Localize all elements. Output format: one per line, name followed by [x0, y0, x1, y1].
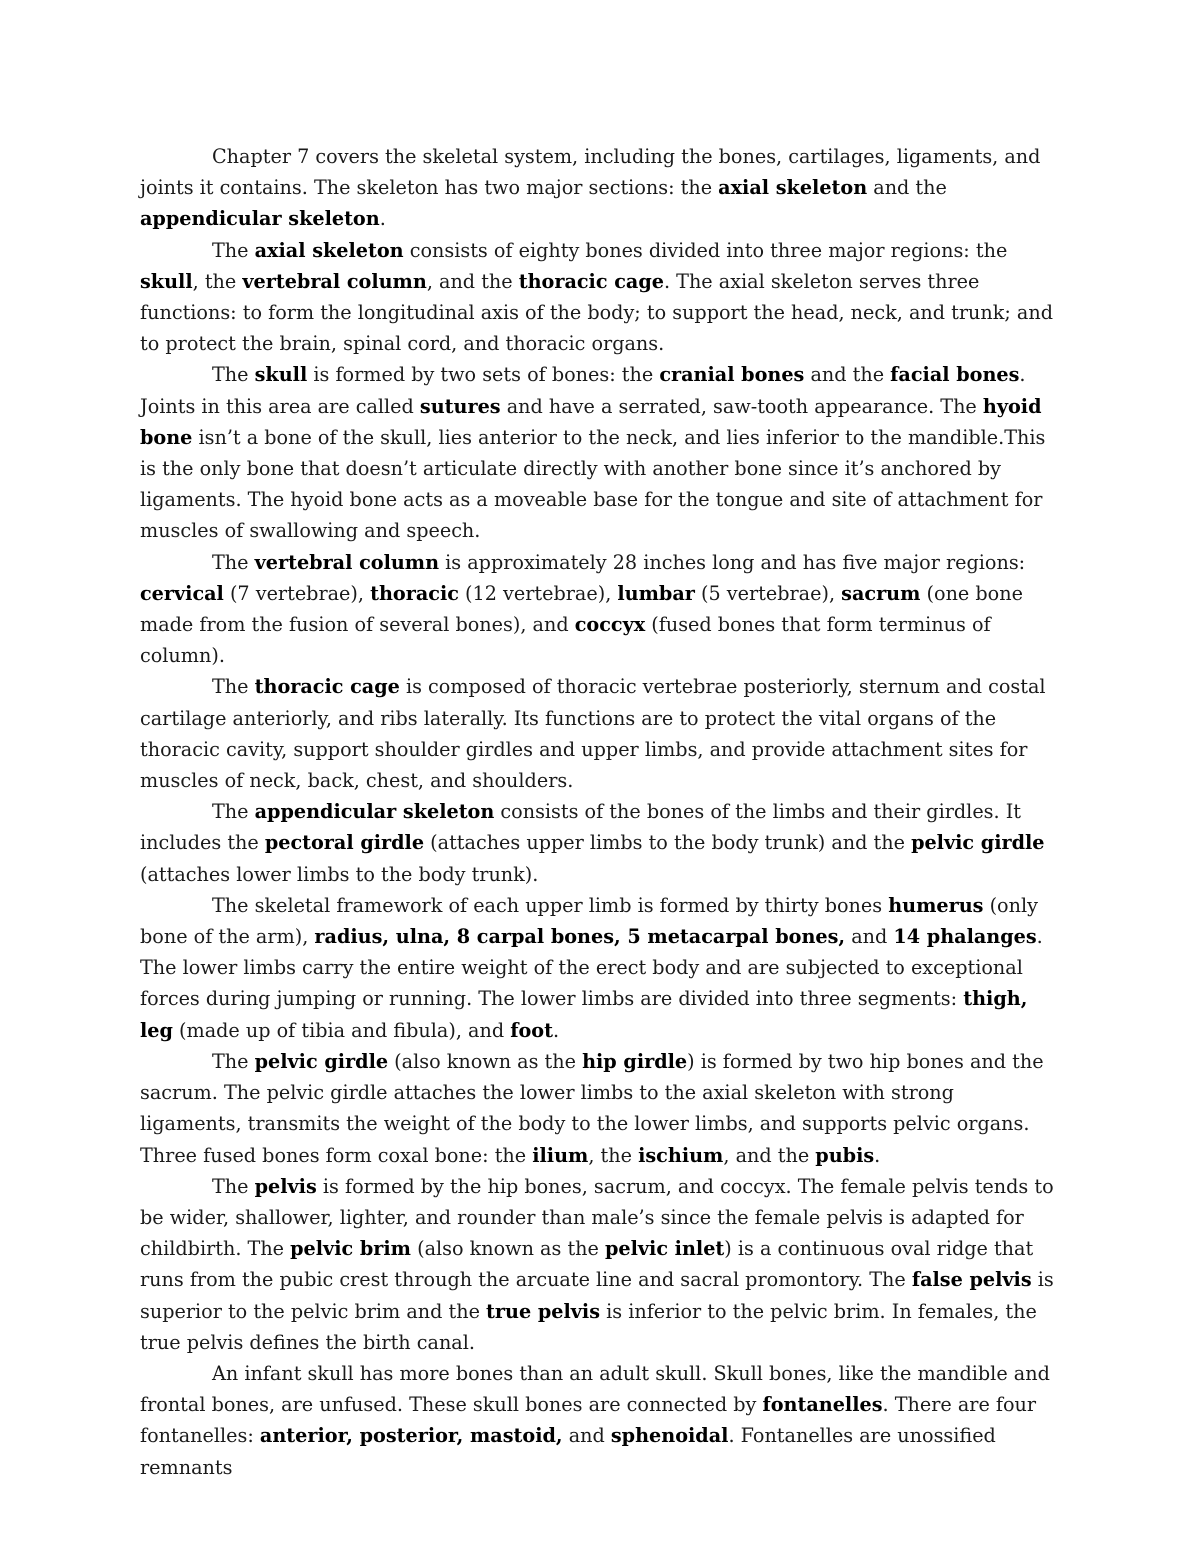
bold-term: cranial bones [659, 363, 805, 387]
bold-term: thoracic cage [254, 675, 400, 699]
bold-term: anterior, posterior, mastoid, [259, 1424, 563, 1448]
paragraph [140, 359, 1060, 546]
text-run: The [212, 675, 255, 699]
bold-term: ischium [638, 1143, 724, 1167]
paragraph [140, 796, 1060, 890]
bold-term: thigh, leg [140, 987, 1028, 1042]
bold-term: radius, ulna, 8 carpal bones, 5 metacarpal bones, [314, 925, 846, 949]
paragraph [140, 671, 1060, 796]
bold-term: pubis [815, 1143, 875, 1167]
bold-term: hip girdle [582, 1049, 688, 1073]
paragraph [140, 1171, 1060, 1358]
text-run: is superior to the pelvic brim and the [140, 1268, 1054, 1323]
bold-term: lumbar [617, 581, 695, 605]
bold-term: pelvic girdle [254, 1049, 389, 1073]
text-run: (also known as the [410, 1237, 605, 1261]
text-run: and [562, 1424, 611, 1448]
bold-term: vertebral column [254, 550, 440, 574]
text-run: is approximately 28 inches long and has five major regions: [439, 550, 1026, 574]
text-run: , and the [723, 1143, 816, 1167]
text-run: The [212, 1174, 255, 1198]
bold-term: pelvic girdle [911, 831, 1045, 855]
text-run: consists of the bones of the limbs and their girdles. It includes the [140, 800, 1022, 855]
text-run: The [212, 238, 255, 262]
text-run: (7 vertebrae), [223, 581, 371, 605]
bold-term: pectoral girdle [264, 831, 425, 855]
bold-term: false pelvis [911, 1268, 1032, 1292]
bold-term: appendicular skeleton [254, 800, 495, 824]
paragraph [140, 890, 1060, 1046]
bold-term: axial skeleton [718, 176, 868, 200]
text-run: . The axial skeleton serves three functions: to form the longitudinal axis of the body; to support the head, neck, and trunk; and to protect the brain, spinal cord, and thoracic organs. [140, 269, 1054, 356]
text-run: , the [588, 1143, 639, 1167]
text-run: (attaches upper limbs to the body trunk) and the [424, 831, 912, 855]
paragraph [140, 141, 1060, 235]
bold-term: appendicular skeleton [140, 207, 380, 231]
text-run: . Joints in this area are called [140, 363, 1026, 418]
text-run: and [845, 925, 894, 949]
text-run: (fused bones that form terminus of column). [140, 613, 991, 668]
text-run: The [212, 550, 255, 574]
text-run: . [379, 207, 386, 231]
text-run: (only bone of the arm), [140, 893, 1038, 949]
text-run: Chapter 7 covers the skeletal system, including the bones, cartilages, ligaments, and joints it contains. The skeleton has two major sections: the [140, 145, 1041, 200]
text-run: is composed of thoracic vertebrae posteriorly, sternum and costal cartilage anteriorly, and ribs laterally. Its functions are to protect the vital organs of the thoracic cavity, support shoulder girdles and upper limbs, and provide attachment sites for muscles of neck, back, chest, and shoulders. [140, 675, 1046, 793]
paragraph [140, 1046, 1060, 1171]
bold-term: sphenoidal [610, 1424, 729, 1448]
document-page [140, 141, 1060, 1483]
text-run: is formed by two sets of bones: the [307, 363, 660, 387]
bold-term: ilium [532, 1143, 589, 1167]
text-run: An infant skull has more bones than an adult skull. Skull bones, like the mandible and frontal bones, are unfused. These skull bones are connected by [140, 1361, 1050, 1417]
bold-term: fontanelles [762, 1393, 883, 1417]
text-run: The [212, 1049, 255, 1073]
paragraph [140, 1358, 1060, 1483]
bold-term: pelvic brim [290, 1237, 411, 1261]
text-run: (also known as the [388, 1049, 583, 1073]
text-run: isn’t a bone of the skull, lies anterior to the neck, and lies inferior to the mandible.This is the only bone that doesn’t articulate directly with another bone since it’s anchored by ligaments. The hyoid bone acts as a moveable base for the tongue and site of attachment for muscles of swallowing and speech. [140, 425, 1046, 543]
text-run: (5 vertebrae), [694, 581, 842, 605]
text-run: , and the [426, 269, 519, 293]
text-run: The [212, 363, 255, 387]
text-run: is formed by the hip bones, sacrum, and coccyx. The female pelvis tends to be wider, shallower, lighter, and rounder than male’s since the female pelvis is adapted for childbirth. The [140, 1174, 1054, 1261]
text-run: (made up of tibia and fibula), and [172, 1018, 511, 1042]
text-run: , the [192, 269, 243, 293]
bold-term: coccyx [574, 613, 646, 637]
text-run: is inferior to the pelvic brim. In females, the true pelvis defines the birth canal. [140, 1299, 1037, 1354]
text-run: . The lower limbs carry the entire weight of the erect body and are subjected to exceptional forces during jumping or running. The lower limbs are divided into three segments: [140, 925, 1043, 1011]
text-run: The skeletal framework of each upper limb is formed by thirty bones [212, 893, 889, 917]
paragraph [140, 547, 1060, 672]
text-run: The [212, 800, 255, 824]
bold-term: skull [140, 269, 193, 293]
text-run: ) is formed by two hip bones and the sacrum. The pelvic girdle attaches the lower limbs to the axial skeleton with strong ligaments, transmits the weight of the body to the lower limbs, and supports pelvic organs. Three fused bones form coxal bone: the [140, 1049, 1044, 1167]
bold-term: thoracic [370, 581, 459, 605]
bold-term: sacrum [841, 581, 921, 605]
text-run: and the [867, 176, 947, 200]
text-run: (12 vertebrae), [458, 581, 618, 605]
text-run: (one bone made from the fusion of several bones), and [140, 581, 1023, 637]
text-run: . Fontanelles are unossified remnants [140, 1424, 996, 1479]
text-run: and the [804, 363, 891, 387]
bold-term: foot [510, 1018, 553, 1042]
bold-term: hyoid bone [140, 394, 1042, 449]
text-run: ) is a continuous oval ridge that runs from the pubic crest through the arcuate line and sacral promontory. The [140, 1237, 1034, 1292]
bold-term: facial bones [890, 363, 1020, 387]
text-run: . There are four fontanelles: [140, 1393, 1037, 1448]
bold-term: cervical [140, 581, 224, 605]
bold-term: pelvis [254, 1174, 317, 1198]
bold-term: pelvic inlet [604, 1237, 725, 1261]
text-run: (attaches lower limbs to the body trunk). [140, 862, 539, 886]
text-run: . [552, 1018, 560, 1042]
bold-term: true pelvis [486, 1299, 601, 1323]
bold-term: sutures [419, 394, 501, 418]
bold-term: skull [254, 363, 308, 387]
text-run: and have a serrated, saw-tooth appearance. The [500, 394, 983, 418]
text-run: consists of eighty bones divided into three major regions: the [403, 238, 1008, 262]
bold-term: 14 phalanges [893, 925, 1037, 949]
text-run: . [874, 1143, 881, 1167]
bold-term: vertebral column [242, 269, 427, 293]
bold-term: thoracic cage [518, 269, 664, 293]
bold-term: axial skeleton [254, 238, 404, 262]
paragraph [140, 235, 1060, 360]
bold-term: humerus [888, 893, 984, 917]
